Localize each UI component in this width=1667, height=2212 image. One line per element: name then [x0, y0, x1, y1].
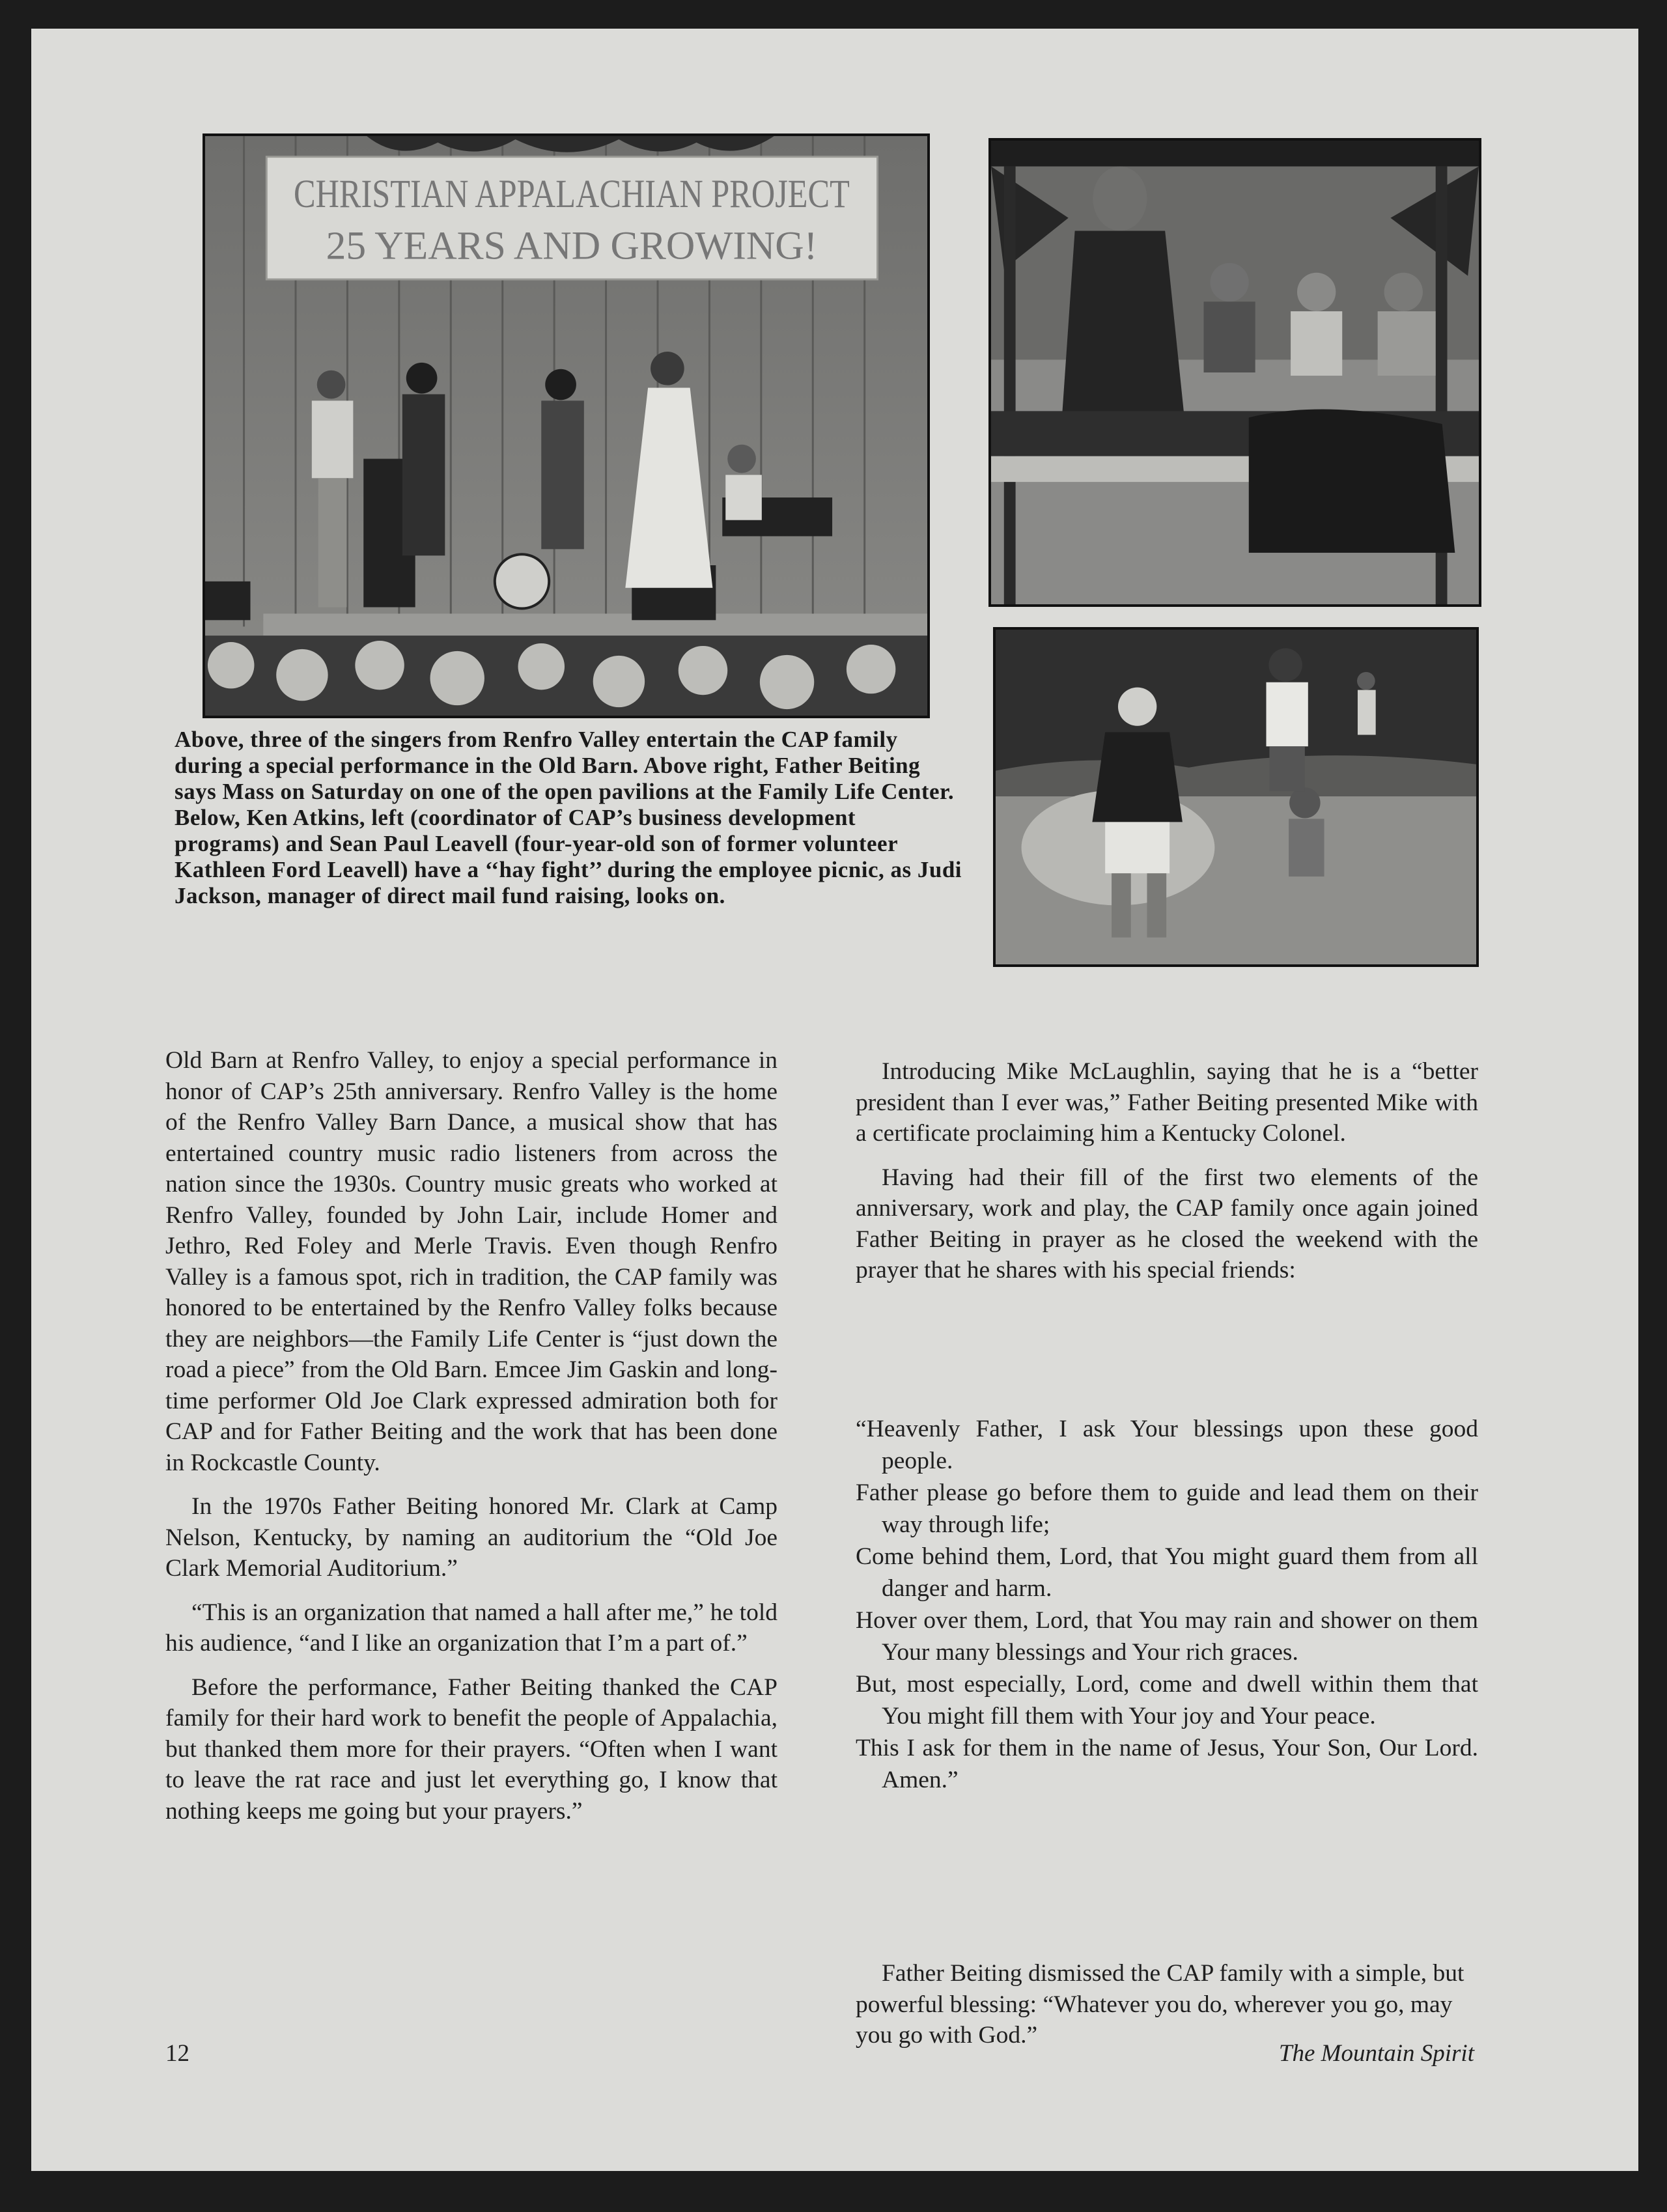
paragraph-mike-mclaughlin: Introducing Mike McLaughlin, saying that he is a “better president than I ever was,” Father Beiting presented Mike with a certificate proclaiming him a Kentucky Colonel. [856, 1058, 1478, 1147]
photo-old-barn-performance [203, 133, 930, 718]
prayer-line: Come behind them, Lord, that You might guard them from all danger and harm. [856, 1543, 1478, 1602]
prayer-line: Father please go before them to guide and lead them on their way through life; [856, 1479, 1478, 1538]
prayer-line: Hover over them, Lord, that You may rain and shower on them Your many blessings and Your rich graces. [856, 1607, 1478, 1666]
publication-title: The Mountain Spirit [1278, 2040, 1474, 2067]
prayer-line: This I ask for them in the name of Jesus, Your Son, Our Lord. Amen.” [856, 1735, 1478, 1793]
paragraph-joe-clark-auditorium: In the 1970s Father Beiting honored Mr. Clark at Camp Nelson, Kentucky, by naming an auditorium the “Old Joe Clark Memorial Auditorium.” [165, 1493, 777, 1582]
banner-line-1: CHRISTIAN APPALACHIAN PROJECT [294, 172, 850, 217]
left-column [165, 1045, 777, 1840]
prayer-line: But, most especially, Lord, come and dwell within them that You might fill them with Your joy and Your peace. [856, 1671, 1478, 1729]
paragraph-beiting-thanks: Before the performance, Father Beiting thanked the CAP family for their hard work to benefit the people of Appalachia, but thanked them more for their prayers. “Often when I want to leave the rat race and just let everything go, I know that nothing keeps me going but your prayers.” [165, 1673, 777, 1825]
photo-caption: Above, three of the singers from Renfro Valley entertain the CAP family during a special performance in the Old Barn. Above right, Father Beiting says Mass on Saturday on one of the open pavilions at the Family Life Center. Below, Ken Atkins, left (coordinator of CAP’s business development programs) and Sean Paul Leavell (four-year-old son of former volunteer Kathleen Ford Leavell) have a ‘‘hay fight’’ during the employee picnic, as Judi Jackson, manager of direct mail fund raising, looks on. [175, 727, 962, 908]
page-number: 12 [165, 2040, 189, 2067]
paragraph-closing-prayer-intro: Having had their fill of the first two elements of the anniversary, work and play, the CAP family once again joined Father Beiting in prayer as he closed the weekend with the prayer that he shares with his special friends: [856, 1164, 1478, 1283]
prayer-text [856, 1413, 1478, 1796]
photo-hay-fight [993, 627, 1479, 967]
paragraph-clark-quote: “This is an organization that named a hall after me,” he told his audience, “and I like an organization that I’m a part of.” [165, 1599, 777, 1657]
paragraph-blessing: Father Beiting dismissed the CAP family with a simple, but powerful blessing: “Whatever you do, wherever you go, may you go with God.” [856, 1960, 1464, 2049]
paragraph-renfro-valley: Old Barn at Renfro Valley, to enjoy a special performance in honor of CAP’s 25th anniversary. Renfro Valley is the home of the Renfro Valley Barn Dance, a musical show that has entertained country music radio listeners from across the nation since the 1930s. Country music greats who worked at Renfro Valley, founded by John Lair, include Homer and Jethro, Red Foley and Merle Travis. Even though Renfro Valley is a famous spot, rich in tradition, the CAP family was honored to be entertained by the Renfro Valley folks because they are neighbors—the Family Life Center is “just down the road a piece” from the Old Barn. Emcee Jim Gaskin and long-time performer Old Joe Clark expressed admiration both for CAP and for Father Beiting and the work that has been done in Rockcastle County. [165, 1047, 777, 1476]
right-column [856, 1056, 1478, 1299]
banner-line-2: 25 YEARS AND GROWING! [326, 223, 818, 268]
photo-mass-pavilion [988, 138, 1481, 607]
prayer-line: “Heavenly Father, I ask Your blessings upon these good people. [856, 1416, 1478, 1474]
